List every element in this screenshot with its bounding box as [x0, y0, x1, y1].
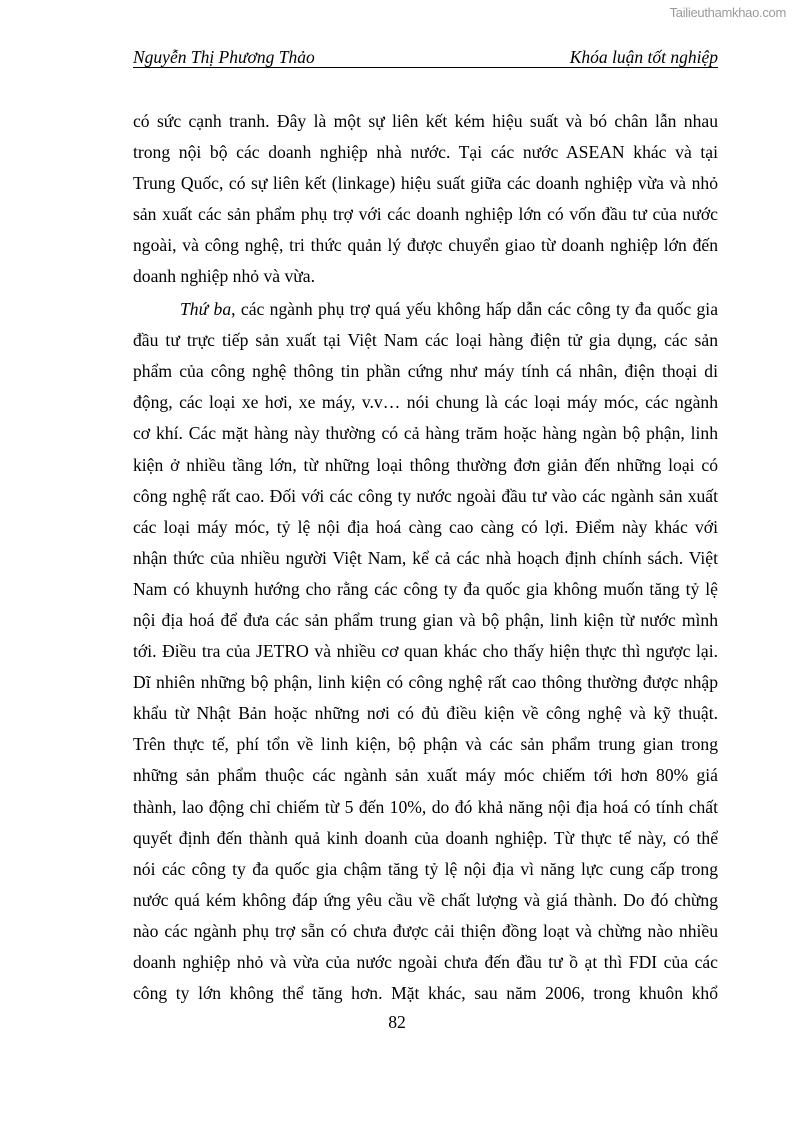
- text-line: những sản phẩm thuộc các ngành sản xuất máy móc chiếm tới hơn 80% giá: [133, 765, 718, 786]
- text-line: các loại máy móc, tỷ lệ nội địa hoá càng cao càng có lợi. Điểm này khác với: [133, 516, 718, 537]
- text-line: trong nội bộ các doanh nghiệp nhà nước. Tại các nước ASEAN khác và tại: [133, 142, 718, 163]
- text-line: công nghệ rất cao. Đối với các công ty nước ngoài đầu tư vào các ngành sản xuất: [133, 485, 718, 506]
- header-author: Nguyễn Thị Phương Thảo: [133, 47, 315, 67]
- text-line: Trên thực tế, phí tổn về linh kiện, bộ phận và các sản phẩm trung gian trong: [133, 734, 718, 755]
- text-line: nước quá kém không đáp ứng yêu cầu về chất lượng và giá thành. Do đó chừng: [133, 889, 718, 910]
- text-line: tới. Điều tra của JETRO và nhiều cơ quan khác cho thấy hiện thực thì ngược lại.: [133, 641, 718, 662]
- text-line: kiện ở nhiều tầng lớn, từ những loại thông thường đơn giản đến những loại có: [133, 454, 718, 475]
- body-text: [133, 106, 718, 1009]
- text-line: cơ khí. Các mặt hàng này thường có cả hàng trăm hoặc hàng ngàn bộ phận, linh: [133, 423, 718, 444]
- text-line: nào các ngành phụ trợ sẵn có chưa được cải thiện đồng loạt và chừng nào nhiều: [133, 920, 718, 941]
- paragraph-1: [133, 106, 718, 293]
- header-title: Khóa luận tốt nghiệp: [569, 47, 718, 67]
- text-line: phẩm của công nghệ thông tin phần cứng như máy tính cá nhân, điện thoại di: [133, 361, 718, 382]
- text-line: [133, 294, 718, 325]
- page-number: 82: [388, 1012, 406, 1032]
- watermark: Tailieuthamkhao.com: [669, 5, 786, 20]
- text-line: sản xuất các sản phẩm phụ trợ với các doanh nghiệp lớn có vốn đầu tư của nước: [133, 204, 718, 225]
- text-line: doanh nghiệp nhỏ và vừa.: [133, 266, 316, 287]
- text-line: công ty lớn không thể tăng hơn. Mặt khác, sau năm 2006, trong khuôn khổ: [133, 983, 718, 1004]
- lead-italic: Thứ ba: [180, 299, 232, 320]
- first-line-rest: , các ngành phụ trợ quá yếu không hấp dẫn các công ty đa quốc gia: [231, 299, 719, 320]
- text-line: động, các loại xe hơi, xe máy, v.v… nói chung là các loại máy móc, các ngành: [133, 392, 718, 413]
- text-line: Nam có khuynh hướng cho rằng các công ty đa quốc gia không muốn tăng tỷ lệ: [133, 578, 718, 599]
- text-line: nói các công ty đa quốc gia chậm tăng tỷ lệ nội địa vì năng lực cung cấp trong: [133, 858, 718, 879]
- paragraph-2: [133, 294, 718, 1009]
- text-line: có sức cạnh tranh. Đây là một sự liên kết kém hiệu suất và bó chân lẫn nhau: [133, 111, 718, 131]
- text-line: đầu tư trực tiếp sản xuất tại Việt Nam các loại hàng điện tử gia dụng, các sản: [133, 330, 718, 351]
- text-line: doanh nghiệp nhỏ và vừa của nước ngoài chưa đến đầu tư ồ ạt thì FDI của các: [133, 952, 718, 973]
- text-line: ngoài, và công nghệ, tri thức quản lý được chuyển giao từ doanh nghiệp lớn đến: [133, 235, 718, 256]
- text-line: khẩu từ Nhật Bản hoặc những nơi có đủ điều kiện về công nghệ và kỹ thuật.: [133, 703, 718, 724]
- text-line: thành, lao động chỉ chiếm từ 5 đến 10%, do đó khả năng nội địa hoá có tính chất: [133, 796, 718, 817]
- text-line: quyết định đến thành quả kinh doanh của doanh nghiệp. Từ thực tế này, có thể: [133, 827, 718, 848]
- text-line: Trung Quốc, có sự liên kết (linkage) hiệu suất giữa các doanh nghiệp vừa và nhỏ: [133, 173, 718, 194]
- text-line: Dĩ nhiên những bộ phận, linh kiện có công nghệ rất cao thông thường được nhập: [133, 672, 718, 693]
- text-line: nội địa hoá để đưa các sản phẩm trung gian và bộ phận, linh kiện từ nước mình: [133, 610, 718, 630]
- text-line: nhận thức của nhiều người Việt Nam, kể cả các nhà hoạch định chính sách. Việt: [133, 547, 718, 568]
- page-header: [133, 45, 718, 68]
